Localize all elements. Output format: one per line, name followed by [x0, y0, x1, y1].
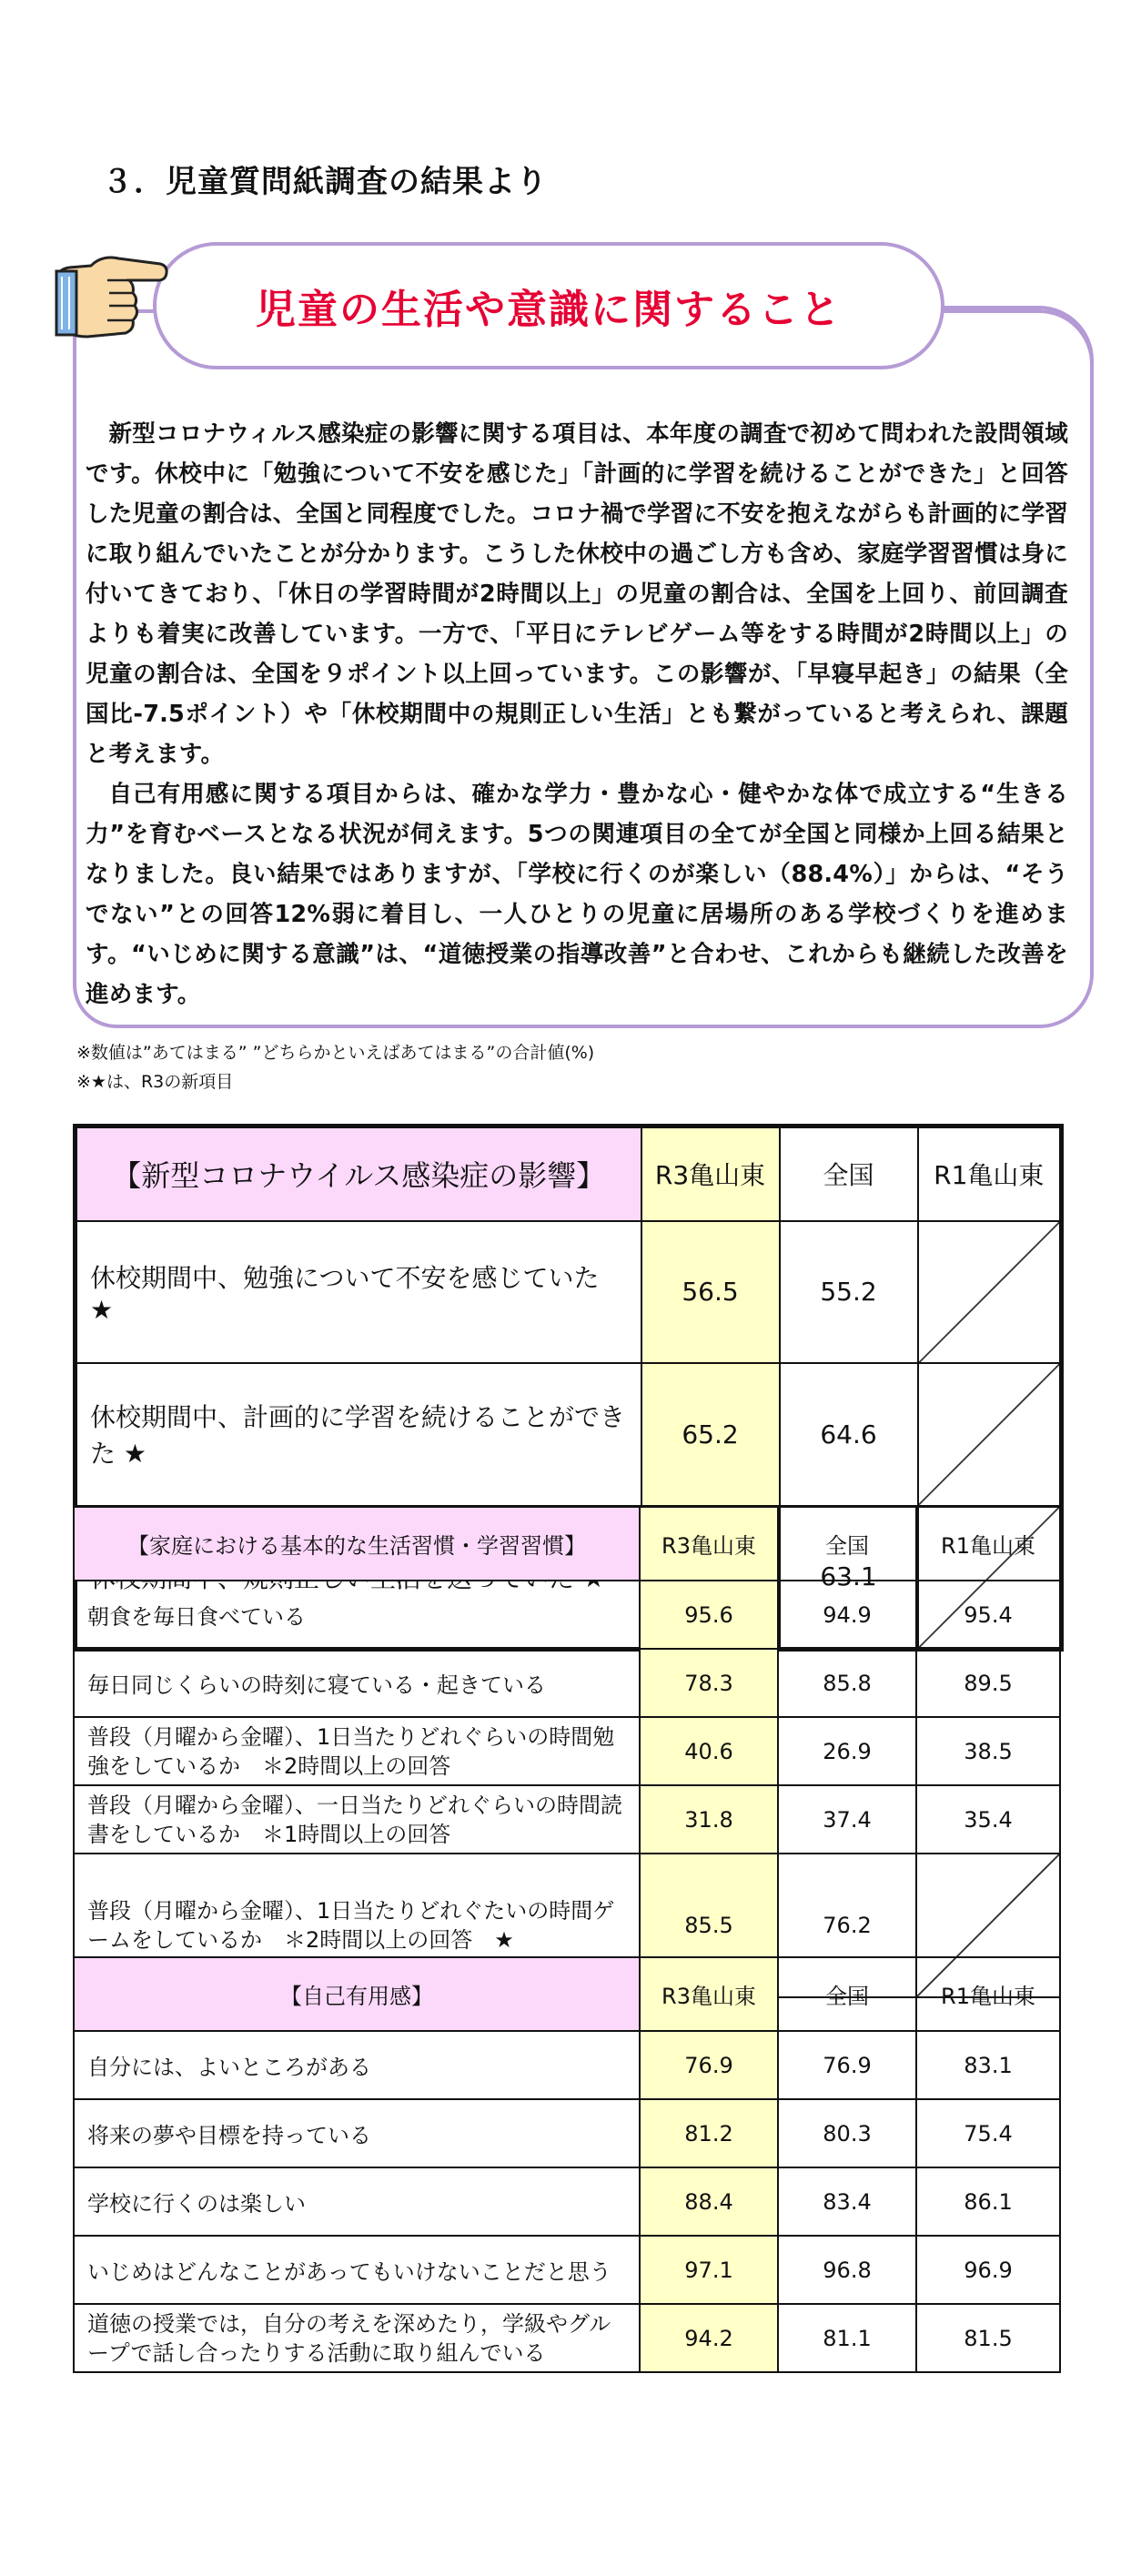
cell-r1-empty [918, 1363, 1062, 1506]
table-row [76, 1363, 1062, 1506]
cell-r1: 89.5 [916, 1649, 1060, 1717]
section-heading: ３．児童質問紙調査の結果より [102, 164, 548, 200]
row-label: 朝食を毎日食べている [74, 1581, 640, 1649]
cell-national: 64.6 [780, 1363, 918, 1506]
topic-title: 児童の生活や意識に関すること [256, 287, 842, 333]
cell-r3: 65.2 [641, 1363, 780, 1506]
cell-national: 63.1 [780, 1506, 918, 1650]
cell-r3: 95.6 [640, 1581, 778, 1649]
cell-r3: 78.3 [640, 1649, 778, 1717]
note-values: ※数値は”あてはまる” ”どちらかといえばあてはまる”の合計値(%) [76, 1043, 595, 1063]
col-header-r1: R1亀山東 [918, 1126, 1062, 1221]
cell-national: 76.2 [778, 1854, 916, 1997]
cell-r1-empty [918, 1221, 1062, 1364]
cell-r1: 83.1 [916, 2031, 1060, 2099]
col-header-r3: R3亀山東 [640, 1957, 778, 2031]
col-header-national: 全国 [778, 1507, 916, 1581]
cell-r1: 35.4 [916, 1785, 1060, 1854]
daily-habits-table [73, 1506, 1061, 1998]
note-new-items: ※★は、R3の新項目 [76, 1072, 234, 1092]
cell-national: 76.9 [778, 2031, 916, 2099]
cell-national: 85.8 [778, 1649, 916, 1717]
row-label: 普段（月曜から金曜）、一日当たりどれぐらいの時間読書をしているか ＊1時間以上の回答 [74, 1785, 640, 1854]
cell-national: 83.4 [778, 2167, 916, 2236]
cell-r3: 88.4 [640, 2167, 778, 2236]
row-label: 自分には、よいところがある [74, 2031, 640, 2099]
table-header-row [76, 1126, 1062, 1221]
table-row [74, 2167, 1060, 2236]
summary-paragraph: 新型コロナウィルス感染症の影響に関する項目は、本年度の調査で初めて問われた設問領域です。休校中に「勉強について不安を感じた」「計画的に学習を続けることができた」と回答した児童の割合は、全国と同程度でした。コロナ禍で学習に不安を抱えながらも計画的に学習に取り組んでいたことが分かります。こうした休校中の過ごし方も含め、家庭学習習慣は身に付いてきており、「休日の学習時間が2時間以上」の児童の割合は、全国を上回り、前回調査よりも着実に改善しています。一方で、「平日にテレビゲーム等をする時間が2時間以上」の児童の割合は、全国を９ポイント以上回っています。この影響が、「早寝早起き」の結果（全国比-7.5ポイント）や「休校期間中の規則正しい生活」とも繋がっていると考えられ、課題と考えます。 [86, 420, 1068, 768]
cell-r3: 97.1 [640, 2236, 778, 2304]
summary-paragraph: 自己有用感に関する項目からは、確かな学力・豊かな心・健やかな体で成立する“生きる力”を育むベースとなる状況が伺えます。5つの関連項目の全てが全国と同様か上回る結果となりました。良い結果ではありますが、「学校に行くのが楽しい（88.4%）」からは、“そうでない”との回答12%弱に着目し、一人ひとりの児童に居場所のある学校づくりを進めます。“いじめに関する意識”は、“道徳授業の指導改善”と合わせ、これからも継続した改善を進めます。 [86, 781, 1068, 1008]
col-header-r1: R1亀山東 [916, 1507, 1060, 1581]
col-header-r3: R3亀山東 [641, 1126, 780, 1221]
cell-national: 94.9 [778, 1581, 916, 1649]
cell-national: 80.3 [778, 2099, 916, 2167]
row-label: 将来の夢や目標を持っている [74, 2099, 640, 2167]
col-header-r3: R3亀山東 [640, 1507, 778, 1581]
frame-corner [1001, 306, 1094, 379]
self-esteem-table [73, 1956, 1061, 2373]
cell-national: 37.4 [778, 1785, 916, 1854]
cell-r3: 56.5 [641, 1221, 780, 1364]
table-row [74, 2099, 1060, 2167]
table-title: 【新型コロナウイルス感染症の影響】 [76, 1126, 641, 1221]
summary-text [86, 414, 1068, 1015]
table-title: 【自己有用感】 [74, 1957, 640, 2031]
row-label: 学校に行くのは楽しい [74, 2167, 640, 2236]
cell-r3: 94.2 [640, 2304, 778, 2372]
col-header-national: 全国 [778, 1957, 916, 2031]
row-label: 普段（月曜から金曜）、1日当たりどれぐらいの時間勉強をしているか ＊2時間以上の回答 [74, 1717, 640, 1785]
table-header-row [74, 1507, 1060, 1581]
row-label: 道徳の授業では，自分の考えを深めたり，学級やグループで話し合ったりする活動に取り組んでいる [74, 2304, 640, 2372]
cell-national: 96.8 [778, 2236, 916, 2304]
cell-r1: 96.9 [916, 2236, 1060, 2304]
col-header-national: 全国 [780, 1126, 918, 1221]
table-row [74, 1717, 1060, 1785]
topic-title-pill [153, 242, 944, 369]
row-label: 休校期間中、勉強について不安を感じていた ★ [76, 1221, 641, 1364]
table-row [76, 1221, 1062, 1364]
table-header-row [74, 1957, 1060, 2031]
row-label: いじめはどんなことがあってもいけないことだと思う [74, 2236, 640, 2304]
row-label: 毎日同じくらいの時刻に寝ている・起きている [74, 1649, 640, 1717]
cell-r3: 40.6 [640, 1717, 778, 1785]
cell-national: 55.2 [780, 1221, 918, 1364]
cell-national: 26.9 [778, 1717, 916, 1785]
cell-r3: 85.5 [640, 1854, 778, 1997]
table-row [74, 2031, 1060, 2099]
table-row [74, 1649, 1060, 1717]
table-row [74, 2236, 1060, 2304]
table-title: 【家庭における基本的な生活習慣・学習習慣】 [74, 1507, 640, 1581]
cell-national: 81.1 [778, 2304, 916, 2372]
pointing-hand-icon [51, 246, 169, 355]
cell-r1: 38.5 [916, 1717, 1060, 1785]
row-label: 休校期間中、計画的に学習を続けることができた ★ [76, 1363, 641, 1506]
table-row [74, 1581, 1060, 1649]
table-row [74, 2304, 1060, 2372]
col-header-r1: R1亀山東 [916, 1957, 1060, 2031]
cell-r1: 75.4 [916, 2099, 1060, 2167]
cell-r3: 31.8 [640, 1785, 778, 1854]
cell-r3: 81.2 [640, 2099, 778, 2167]
cell-r3: 76.9 [640, 2031, 778, 2099]
cell-r1: 86.1 [916, 2167, 1060, 2236]
cell-r1: 81.5 [916, 2304, 1060, 2372]
table-row [74, 1785, 1060, 1854]
row-label: 普段（月曜から金曜）、1日当たりどれぐたいの時間ゲームをしているか ＊2時間以上の回答 ★ [74, 1854, 640, 1997]
cell-r1: 95.4 [916, 1581, 1060, 1649]
